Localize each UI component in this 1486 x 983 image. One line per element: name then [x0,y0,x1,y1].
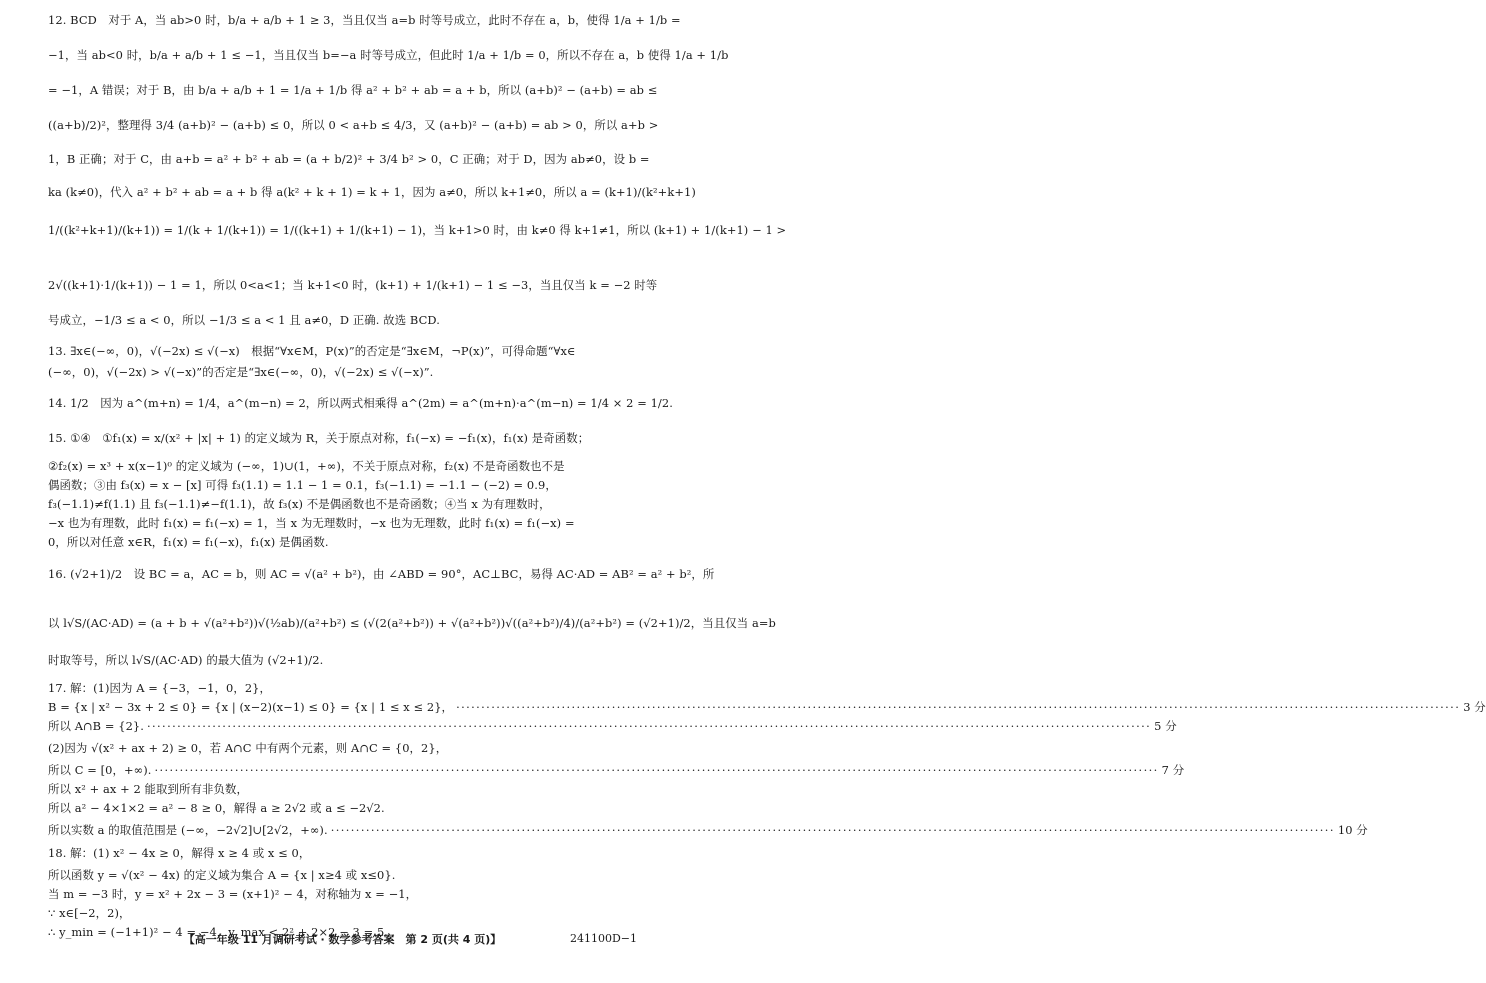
text-line: 1/((k²+k+1)/(k+1)) = 1/(k + 1/(k+1)) = 1/((k+1) + 1/(k+1) − 1)，当 k+1>0 时，由 k≠0 得 k+1≠1，所以 (k+1) + 1/(k+1) − 1 > [48,223,787,237]
page-footer [48,930,637,948]
leader-dots: ········································································································································································································ [456,700,1461,714]
text-line: 偶函数；③由 f₃(x) = x − [x] 可得 f₃(1.1) = 1.1 − 1 = 0.1，f₃(−1.1) = −1.1 − (−2) = 0.9， [48,478,557,492]
text-line: 所以函数 y = √(x² − 4x) 的定义域为集合 A = {x | x≥4 或 x≤0}. [48,868,396,882]
text-line: (2)因为 √(x² + ax + 2) ≥ 0，若 A∩C 中有两个元素，则 A∩C = {0，2}， [48,741,448,755]
text-line: 所以 x² + ax + 2 能取到所有非负数， [48,782,248,796]
footer-title: 【高一年级 11 月调研考试 · 数学参考答案 第 2 页(共 4 页)】 [183,933,502,946]
text-line: 16. (√2+1)/2 设 BC = a，AC = b，则 AC = √(a² + b²)，由 ∠ABD = 90°，AC⊥BC，易得 AC·AD = AB² = a² + b²，所 [48,567,715,581]
line-text: 所以实数 a 的取值范围是 (−∞，−2√2]∪[2√2，+∞). [48,823,328,837]
text-line: 13. ∃x∈(−∞，0)，√(−2x) ≤ √(−x) 根据“∀x∈M，P(x)”的否定是“∃x∈M，¬P(x)”，可得命题“∀x∈ [48,344,576,358]
text-line: ka (k≠0)，代入 a² + b² + ab = a + b 得 a(k² + k + 1) = k + 1，因为 a≠0，所以 k+1≠0，所以 a = (k+1)/(k²+k+1) [48,185,696,199]
text-line [48,718,1177,734]
text-line: −x 也为有理数，此时 f₁(x) = f₁(−x) = 1，当 x 为无理数时，−x 也为无理数，此时 f₁(x) = f₁(−x) = [48,516,575,530]
text-line: 0，所以对任意 x∈R，f₁(x) = f₁(−x)，f₁(x) 是偶函数. [48,535,329,549]
line-text: B = {x | x² − 3x + 2 ≤ 0} = {x | (x−2)(x−1) ≤ 0} = {x | 1 ≤ x ≤ 2}， [48,700,454,714]
score-points: 7 分 [1161,763,1185,777]
text-line: ②f₂(x) = x³ + x(x−1)⁰ 的定义域为 (−∞，1)∪(1，+∞)，不关于原点对称，f₂(x) 不是奇函数也不是 [48,459,565,473]
text-line [48,822,1368,838]
footer-code: 241100D−1 [569,932,637,945]
line-text: 所以 A∩B = {2}. [48,719,144,733]
text-line [48,699,1486,715]
leader-dots: ········································································································································································································ [147,719,1152,733]
text-line: 15. ①④ ①f₁(x) = x/(x² + |x| + 1) 的定义域为 R，关于原点对称，f₁(−x) = −f₁(x)，f₁(x) 是奇函数； [48,431,590,445]
text-line: 14. 1/2 因为 a^(m+n) = 1/4，a^(m−n) = 2，所以两式相乘得 a^(2m) = a^(m+n)·a^(m−n) = 1/4 × 2 = 1/2. [48,396,673,410]
text-line: 1，B 正确；对于 C，由 a+b = a² + b² + ab = (a + b/2)² + 3/4 b² > 0，C 正确；对于 D，因为 ab≠0，设 b = [48,152,650,166]
text-line: ∴ y_min = (−1+1)² − 4 = −4，y_max < 2² + 2×2 − 3 = 5. [48,925,389,939]
text-line: 以 l√S/(AC·AD) = (a + b + √(a²+b²))√(½ab)/(a²+b²) ≤ (√(2(a²+b²)) + √(a²+b²))√((a²+b²)/4)/(a²+b²) = (√2+1)/2，当且仅当 a=b [48,616,776,630]
leader-dots: ········································································································································································································ [154,763,1159,777]
text-line: f₃(−1.1)≠f(1.1) 且 f₃(−1.1)≠−f(1.1)，故 f₃(x) 不是偶函数也不是奇函数；④当 x 为有理数时， [48,497,551,511]
text-line [48,762,1185,778]
text-line: 所以 a² − 4×1×2 = a² − 8 ≥ 0，解得 a ≥ 2√2 或 a ≤ −2√2. [48,801,385,815]
text-line: 18. 解：(1) x² − 4x ≥ 0，解得 x ≥ 4 或 x ≤ 0， [48,846,311,860]
text-line: 17. 解：(1)因为 A = {−3，−1，0，2}， [48,681,271,695]
text-line: −1，当 ab<0 时，b/a + a/b + 1 ≤ −1，当且仅当 b=−a 时等号成立，但此时 1/a + 1/b = 0，所以不存在 a，b 使得 1/a + 1/b [48,48,729,62]
text-line: (−∞，0)，√(−2x) > √(−x)”的否定是“∃x∈(−∞，0)，√(−2x) ≤ √(−x)”. [48,365,434,379]
text-line: ∵ x∈[−2，2)， [48,906,131,920]
text-line: 时取等号，所以 l√S/(AC·AD) 的最大值为 (√2+1)/2. [48,653,324,667]
score-points: 5 分 [1154,719,1177,733]
text-line: 12. BCD 对于 A，当 ab>0 时，b/a + a/b + 1 ≥ 3，当且仅当 a=b 时等号成立，此时不存在 a，b，使得 1/a + 1/b = [48,13,681,27]
line-text: 所以 C = [0，+∞). [48,763,152,777]
leader-dots: ········································································································································································································ [330,823,1335,837]
text-line: 号成立，−1/3 ≤ a < 0，所以 −1/3 ≤ a < 1 且 a≠0，D 正确. 故选 BCD. [48,313,440,327]
text-line: 2√((k+1)·1/(k+1)) − 1 = 1，所以 0<a<1；当 k+1<0 时，(k+1) + 1/(k+1) − 1 ≤ −3，当且仅当 k = −2 时等 [48,278,658,292]
score-points: 3 分 [1463,700,1486,714]
text-line: 当 m = −3 时，y = x² + 2x − 3 = (x+1)² − 4，对称轴为 x = −1， [48,887,418,901]
score-points: 10 分 [1337,823,1368,837]
text-line: = −1，A 错误；对于 B，由 b/a + a/b + 1 = 1/a + 1/b 得 a² + b² + ab = a + b，所以 (a+b)² − (a+b) = ab ≤ [48,83,658,97]
text-line: ((a+b)/2)²，整理得 3/4 (a+b)² − (a+b) ≤ 0，所以 0 < a+b ≤ 4/3，又 (a+b)² − (a+b) = ab > 0，所以 a+b > [48,118,659,132]
